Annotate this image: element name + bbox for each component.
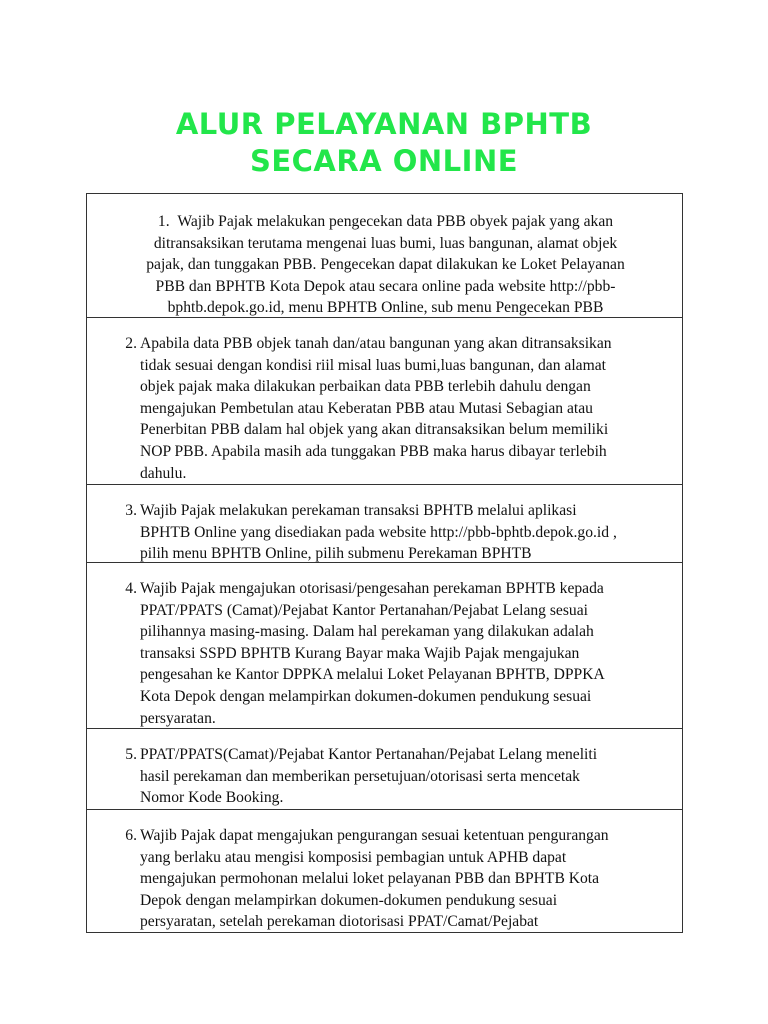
step-line: ditransaksikan terutama mengenai luas bumi, luas bangunan, alamat objek	[153, 234, 618, 252]
step-line: Wajib Pajak melakukan perekaman transaksi BPHTB melalui aplikasi	[140, 502, 577, 519]
step-line: Depok dengan melampirkan dokumen-dokumen pendukung sesuai	[140, 891, 558, 909]
step-line: PPAT/PPATS (Camat)/Pejabat Kantor Pertanahan/Pejabat Lelang sesuai	[140, 601, 588, 619]
step-4	[87, 563, 682, 729]
step-5	[87, 729, 682, 810]
title-line-2: SECARA ONLINE	[249, 144, 519, 178]
step-line: persyaratan, setelah perekaman diotorisasi PPAT/Camat/Pejabat	[140, 913, 539, 931]
step-line: pilihannya masing-masing. Dalam hal perekaman yang dilakukan adalah	[140, 623, 594, 641]
step-1	[87, 194, 682, 318]
step-line: NOP PBB. Apabila masih ada tunggakan PBB maka harus dibayar terlebih	[140, 442, 607, 460]
step-line: objek pajak maka dilakukan perbaikan data PBB terlebih dahulu dengan	[140, 378, 591, 396]
step-line: tidak sesuai dengan kondisi riil misal luas bumi,luas bangunan, dan alamat	[140, 356, 606, 374]
step-number: 2.	[125, 335, 137, 352]
step-line: mengajukan Pembetulan atau Keberatan PBB atau Mutasi Sebagian atau	[140, 399, 593, 417]
step-line: dahulu.	[140, 464, 187, 482]
step-line: Wajib Pajak melakukan pengecekan data PBB obyek pajak yang akan	[177, 213, 614, 230]
step-line: Wajib Pajak dapat mengajukan pengurangan sesuai ketentuan pengurangan	[140, 827, 609, 844]
step-line: PPAT/PPATS(Camat)/Pejabat Kantor Pertanahan/Pejabat Lelang meneliti	[140, 746, 598, 763]
step-line: Apabila data PBB objek tanah dan/atau bangunan yang akan ditransaksikan	[140, 335, 612, 352]
step-line: yang berlaku atau mengisi komposisi pembagian untuk APHB dapat	[140, 848, 567, 866]
step-number: 1.	[157, 213, 170, 230]
step-3	[87, 485, 682, 563]
step-line: BPHTB Online yang disediakan pada website http://pbb-bphtb.depok.go.id ,	[140, 523, 617, 541]
steps-table	[86, 193, 683, 933]
step-line: persyaratan.	[140, 709, 216, 727]
step-2	[87, 318, 682, 485]
step-number: 6.	[125, 827, 137, 844]
page-title	[0, 106, 768, 180]
step-number: 5.	[125, 746, 137, 763]
step-line: Wajib Pajak mengajukan otorisasi/pengesahan perekaman BPHTB kepada	[140, 580, 604, 597]
step-line: Nomor Kode Booking.	[140, 789, 284, 807]
step-line: bphtb.depok.go.id, menu BPHTB Online, sub menu Pengecekan PBB	[167, 299, 604, 317]
step-line: pilih menu BPHTB Online, pilih submenu Perekaman BPHTB	[140, 545, 532, 563]
step-number: 4.	[125, 580, 137, 597]
step-line: pajak, dan tunggakan PBB. Pengecekan dapat dilakukan ke Loket Pelayanan	[146, 256, 625, 274]
step-line: PBB dan BPHTB Kota Depok atau secara online pada website http://pbb-	[155, 277, 616, 295]
title-line-1: ALUR PELAYANAN BPHTB	[175, 107, 593, 141]
step-6	[87, 810, 682, 932]
step-line: pengesahan ke Kantor DPPKA melalui Loket Pelayanan BPHTB, DPPKA	[140, 666, 605, 684]
step-line: hasil perekaman dan memberikan persetujuan/otorisasi serta mencetak	[140, 767, 580, 785]
step-number: 3.	[125, 502, 137, 519]
step-line: Penerbitan PBB dalam hal objek yang akan ditransaksikan belum memiliki	[140, 421, 609, 439]
step-line: mengajukan permohonan melalui loket pelayanan PBB dan BPHTB Kota	[140, 870, 600, 888]
step-line: transaksi SSPD BPHTB Kurang Bayar maka Wajib Pajak mengajukan	[140, 644, 580, 662]
step-line: Kota Depok dengan melampirkan dokumen-dokumen pendukung sesuai	[140, 687, 592, 705]
